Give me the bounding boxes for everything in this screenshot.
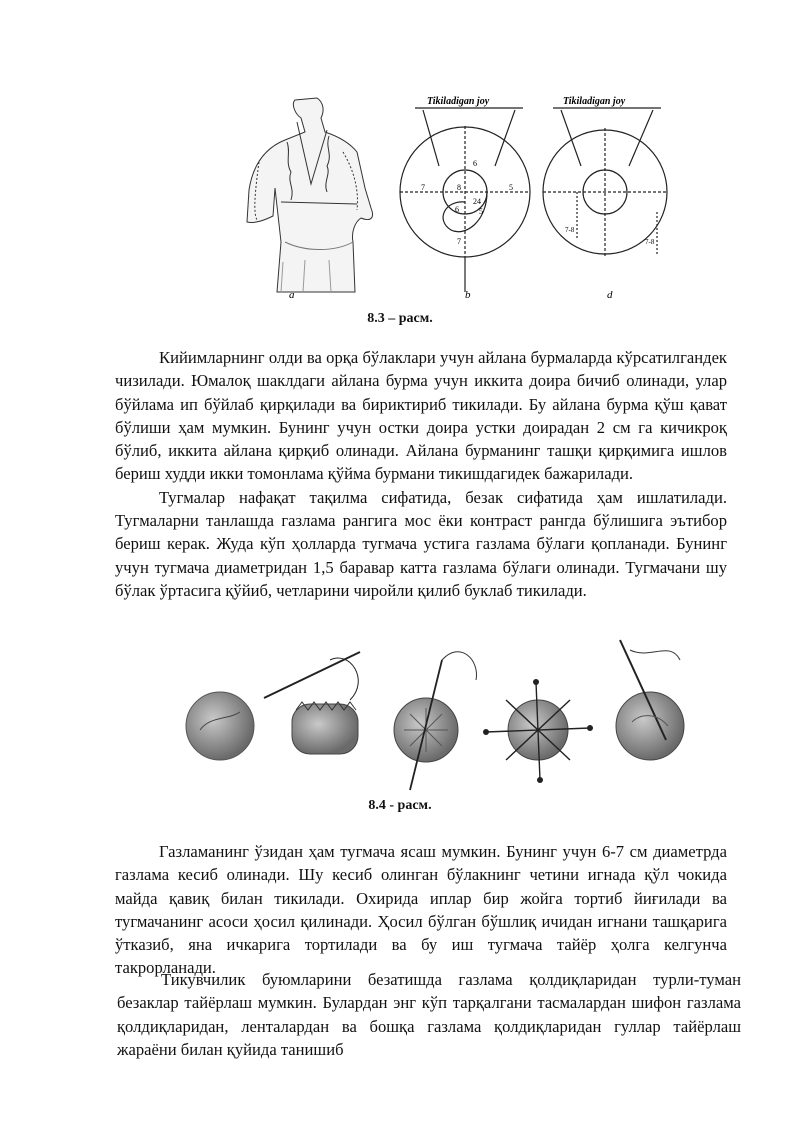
figure-8-4-drawing [180, 630, 760, 800]
button-base-step [394, 652, 477, 790]
stitched-button-step [483, 679, 593, 783]
paragraph-fabric-button: Газламанинг ўзидан ҳам тугмача ясаш мумкин. Бунинг учун 6-7 см диаметрда газлама кесиб олинади. Шу кесиб олинган бўлакнинг четини игнада қўл чокида майда қавиқ билан тикилади. Охирида иплар бир жойга тортиб йиғилади ва тугмачанинг асоси ҳосил қилинади. Ҳосил бўлган бўшлиқ ичидан игнани ташқарига ўтказиб, яна ичкарига тортилади ва бу иш тугмача тайёр ҳолга келгунча такрорланади. [115, 842, 727, 978]
panel-d-label: d [607, 289, 613, 301]
spiral-ruffle-diagram [400, 108, 530, 292]
panel-a-label: a [289, 289, 295, 301]
figure-8-3 [225, 92, 675, 307]
figure-8-4 [180, 630, 760, 800]
needle-icon [264, 652, 360, 700]
diagram-b-num-8: 7 [457, 237, 461, 246]
diagram-d-dim-2: 7-8 [645, 238, 655, 246]
diagram-d-header: Tikiladigan joy [563, 96, 626, 107]
blouse-illustration [247, 98, 373, 292]
text-block-top [115, 346, 727, 602]
figure-8-3-drawing [225, 92, 675, 307]
gathered-fabric-step [292, 702, 358, 754]
circle-ruffle-diagram [543, 108, 667, 256]
figure-8-4-caption: 8.4 - расм. [368, 798, 432, 813]
diagram-b-num-5: 24 [473, 197, 481, 206]
diagram-b-header: Tikiladigan joy [427, 96, 490, 107]
text-block-last [117, 968, 741, 1061]
diagram-b-num-1: 6 [473, 159, 477, 168]
paragraph-decorations: Тикувчилик буюмларини безатишда газлама қолдиқларидан турли-туман безаклар тайёрлаш мумкин. Булардан энг кўп тарқалгани тасмалардан шифон газлама қолдиқларидан, ленталардан ва бошқа газлама қолдиқларидан гуллар тайёрлаш жараёни билан қуйида танишиб [117, 970, 741, 1059]
diagram-b-num-2: 7 [421, 183, 425, 192]
fabric-circle-step [186, 692, 254, 760]
figure-8-3-caption: 8.3 – расм. [367, 311, 433, 326]
diagram-b-num-3: 5 [509, 183, 513, 192]
diagram-b-num-6: 6 [455, 205, 459, 214]
finished-button-step [616, 640, 684, 760]
diagram-d-dim-1: 7-8 [565, 226, 575, 234]
diagram-b-num-4: 8 [457, 183, 461, 192]
paragraph-buttons: Тугмалар нафақат тақилма сифатида, безак сифатида ҳам ишлатилади. Тугмаларни танлашда газлама рангига мос ёки контраст рангда бўлишига эътибор бериш керак. Жуда кўп ҳолларда тугмача устига газлама бўлаги қопланади. Бунинг учун тугмача диаметридан 1,5 баравар катта газлама бўлаги олинади. Тугмачани шу бўлак ўртасига қўйиб, четларини чиройли қилиб буклаб тикилади. [115, 487, 727, 600]
panel-b-label: b [465, 289, 471, 301]
paragraph-ruffles: Кийимларнинг олди ва орқа бўлаклари учун айлана бурмаларда кўрсатилгандек чизилади. Юмалоқ шаклдаги айлана бурма учун иккита доира бичиб олинади, улар бўйлама ип бўйлаб қирқилади ва бириктириб тикилади. Бу айлана бурма қўш қават бўлиши ҳам мумкин. Бунинг учун остки доира устки доирадан 2 см га кичикроқ бўлиб, иккита айлана қирқиб олинади. Айлана бурманинг ташқи қирқимига ишлов бериш худди икки томонлама қўйма бурмани тикишдагидек бажарилади. [115, 348, 727, 484]
diagram-b-num-7: 5 [479, 207, 483, 216]
text-block-bottom [115, 840, 727, 980]
